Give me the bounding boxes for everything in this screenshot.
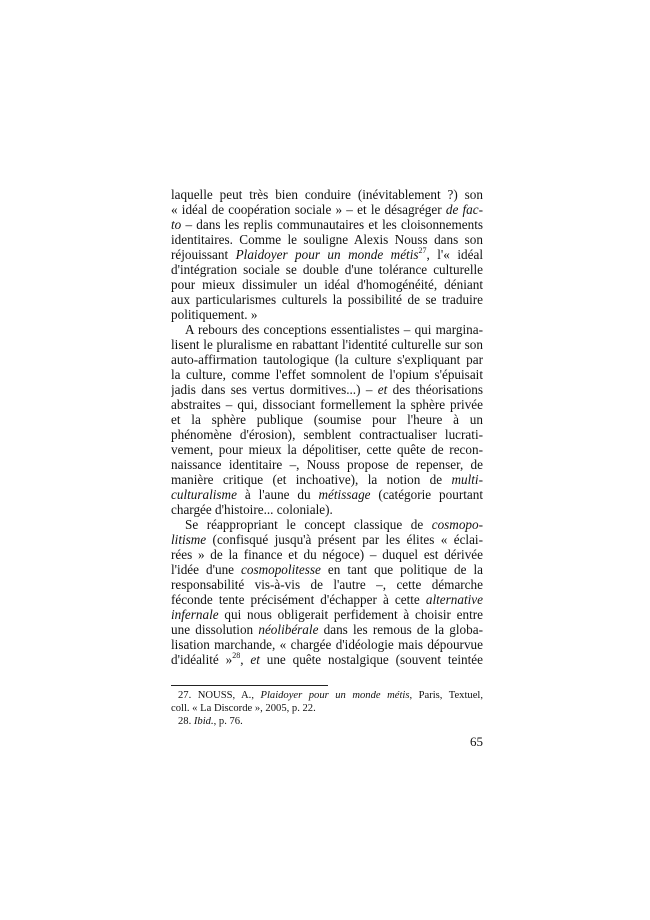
body-line-20 [171, 472, 483, 487]
footnote-text: 28. Ibid., p. 76. [178, 716, 243, 727]
line-text: réjouissant Plaidoyer pour un monde métis$^{27}$, l'« idéal [171, 247, 483, 262]
body-line-6: d'intégration sociale se double d'une tolérance culturelle [171, 262, 483, 277]
paragraph-3-first-line [185, 517, 483, 532]
line-text: jadis dans ses vertus dormitives...) – et des théorisations [171, 382, 483, 397]
body-line-1: laquelle peut très bien conduire (inévitablement ?) son [171, 187, 483, 202]
body-line-18: vement, pour mieux la dépolitiser, cette quête de recon- [171, 442, 483, 457]
line-text: litisme (confisqué jusqu'à présent par les élites « éclai- [171, 532, 483, 547]
body-line-31: lisation marchande, « chargée d'idéologie mais dépourvue [171, 637, 483, 652]
paragraph-2-first-line: A rebours des conceptions essentialistes – qui margina- [185, 322, 483, 337]
body-line-2 [171, 202, 483, 217]
body-line-5 [171, 247, 483, 262]
line-text: l'idée d'une cosmopolitesse en tant que politique de la [171, 562, 483, 577]
line-text: infernale qui nous obligerait perfidement à choisir entre [171, 607, 483, 622]
body-line-26 [171, 562, 483, 577]
line-text: « idéal de coopération sociale » – et le désagréger de fac- [171, 202, 483, 217]
body-line-7: pour mieux dissimuler un idéal d'homogénéité, déniant [171, 277, 483, 292]
body-line-8: aux particularismes culturels la possibilité de se traduire [171, 292, 483, 307]
footnote-27 [178, 689, 483, 702]
line-text: to – dans les replis communautaires et les cloisonnements [171, 217, 483, 232]
body-line-24 [171, 532, 483, 547]
footnote-separator [171, 685, 328, 686]
footnote-text: 27. NOUSS, A., Plaidoyer pour un monde métis, Paris, Textuel, [178, 690, 483, 701]
body-line-16: et la sphère publique (soumise pour l'heure à un [171, 412, 483, 427]
body-line-32 [171, 652, 483, 667]
line-text: une dissolution néolibérale dans les remous de la globa- [171, 622, 483, 637]
line-text: culturalisme à l'aune du métissage (catégorie pourtant [171, 487, 483, 502]
body-line-25: rées » de la finance et du négoce) – duquel est dérivée [171, 547, 483, 562]
body-line-12: auto-affirmation tautologique (la culture s'expliquant par [171, 352, 483, 367]
line-text: féconde tente précisément d'échapper à cette alternative [171, 592, 483, 607]
body-line-21 [171, 487, 483, 502]
body-line-4: identitaires. Comme le souligne Alexis Nouss dans son [171, 232, 483, 247]
body-line-30 [171, 622, 483, 637]
body-line-11: lisent le pluralisme en rabattant l'identité culturelle sur son [171, 337, 483, 352]
line-text: d'idéalité »$^{28}$, et une quête nostalgique (souvent teintée [171, 652, 483, 667]
body-line-13: la culture, comme l'effet somnolent de l'opium s'épuisait [171, 367, 483, 382]
body-line-17: phénomène d'érosion), semblent contractualiser lucrati- [171, 427, 483, 442]
page-number: 65 [470, 734, 483, 749]
line-text: Se réappropriant le concept classique de cosmopo- [185, 517, 483, 532]
body-line-22: chargée d'histoire... coloniale). [171, 502, 333, 517]
body-line-27: responsabilité vis-à-vis de l'autre –, cette démarche [171, 577, 483, 592]
body-line-3 [171, 217, 483, 232]
body-line-9: politiquement. » [171, 307, 258, 322]
body-line-19: naissance identitaire –, Nouss propose de repenser, de [171, 457, 483, 472]
body-line-14 [171, 382, 483, 397]
footnote-28 [178, 715, 483, 728]
line-text: manière critique (et inchoative), la notion de multi- [171, 472, 483, 487]
body-line-28 [171, 592, 483, 607]
body-line-15: abstraites – qui, dissociant formellement la sphère privée [171, 397, 483, 412]
body-line-29 [171, 607, 483, 622]
footnote-27-cont: coll. « La Discorde », 2005, p. 22. [171, 703, 316, 714]
